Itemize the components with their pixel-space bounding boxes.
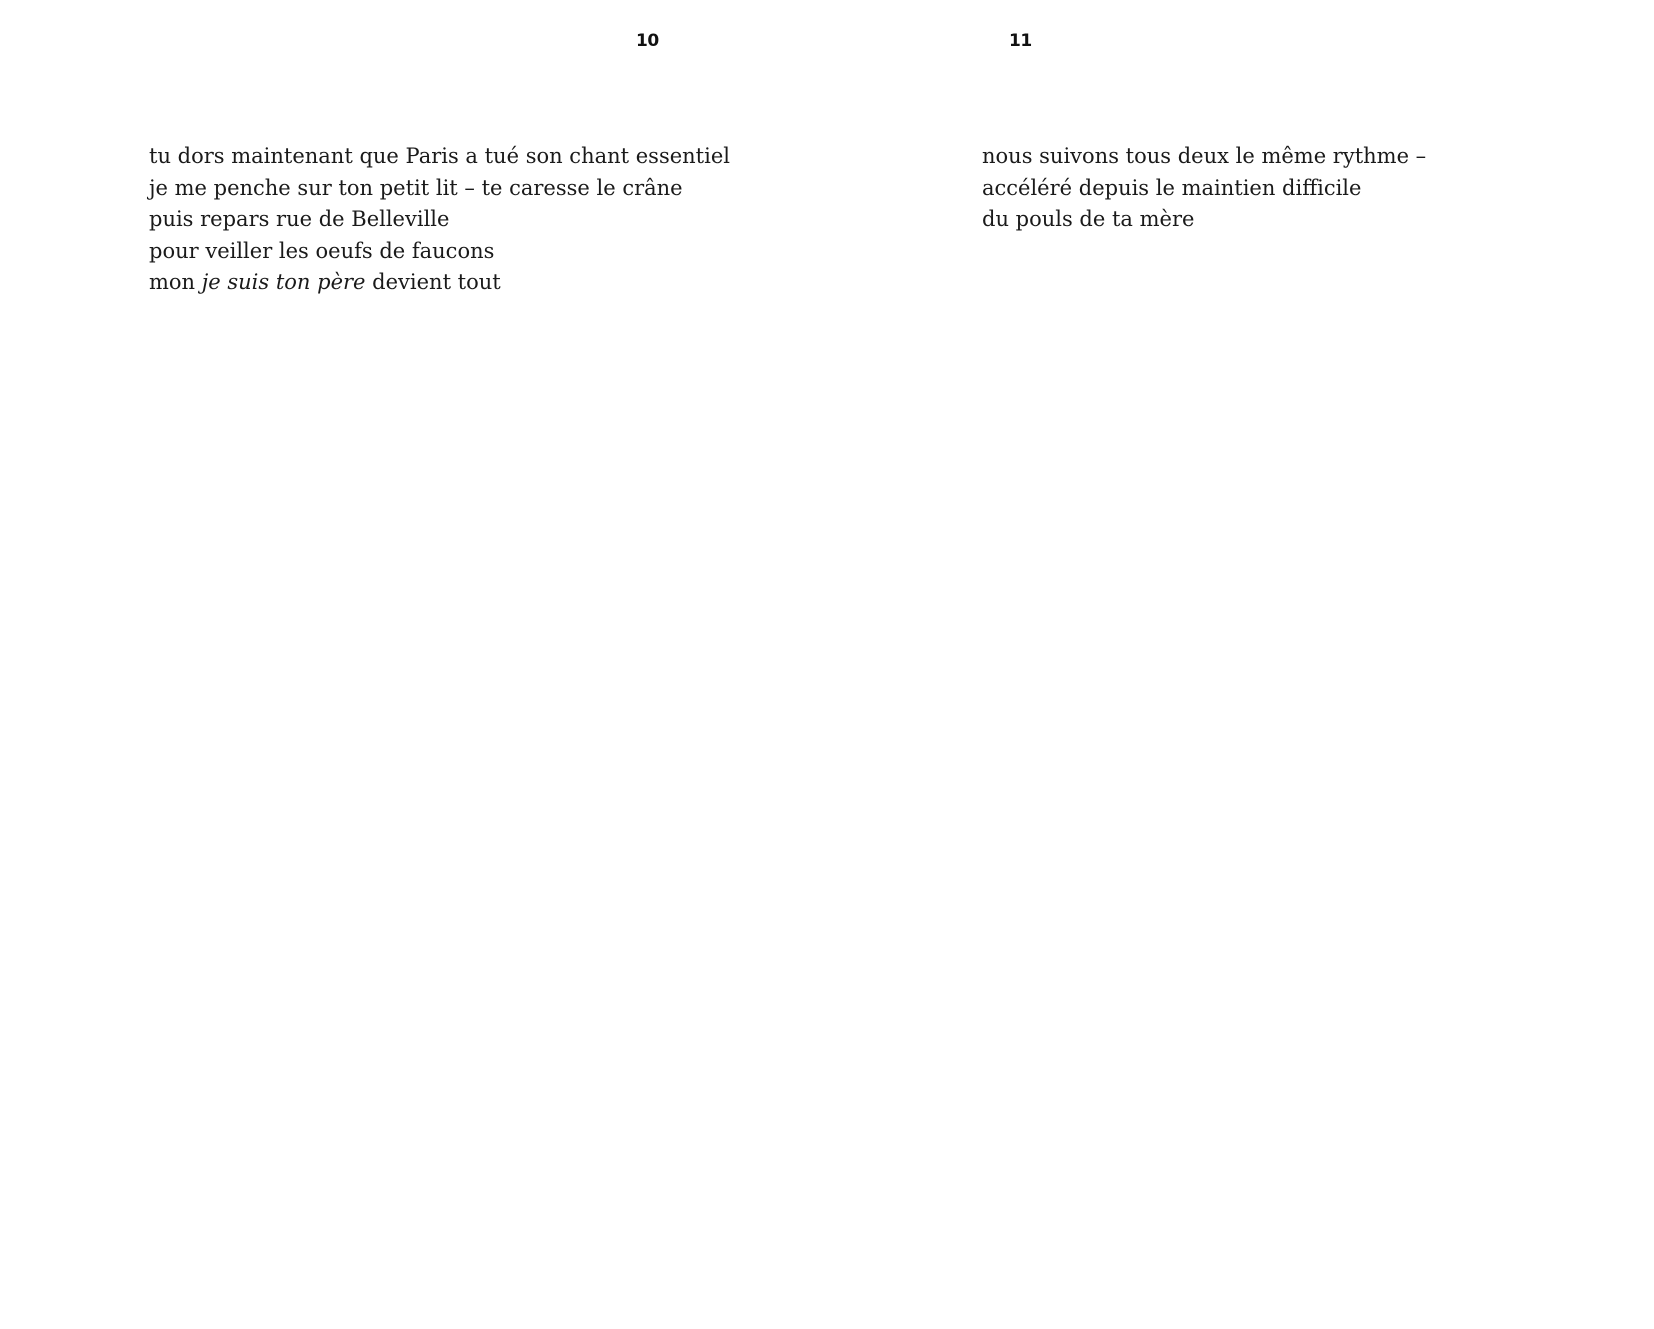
poem-line-italic: je suis ton père	[201, 270, 366, 294]
poem-line: puis repars rue de Belleville	[149, 207, 450, 231]
right-page	[827, 0, 1654, 1329]
poem-line: nous suivons tous deux le même rythme –	[982, 144, 1427, 168]
poem-line: pour veiller les oeufs de faucons	[149, 238, 495, 263]
poem-line-start: mon	[149, 270, 202, 294]
poem-line: accéléré depuis le maintien difficile	[982, 175, 1362, 200]
poem-line	[149, 267, 730, 299]
poem-line: du pouls de ta mère	[982, 207, 1195, 231]
page-number: 11	[1009, 31, 1032, 51]
poem-line-end: devient tout	[365, 270, 501, 294]
poem-line: tu dors maintenant que Paris a tué son chant essentiel	[149, 144, 730, 168]
poem-stanza	[982, 141, 1426, 236]
page-number: 10	[636, 31, 659, 51]
poem-line: je me penche sur ton petit lit – te caresse le crâne	[149, 175, 683, 200]
poem-stanza	[149, 141, 730, 299]
